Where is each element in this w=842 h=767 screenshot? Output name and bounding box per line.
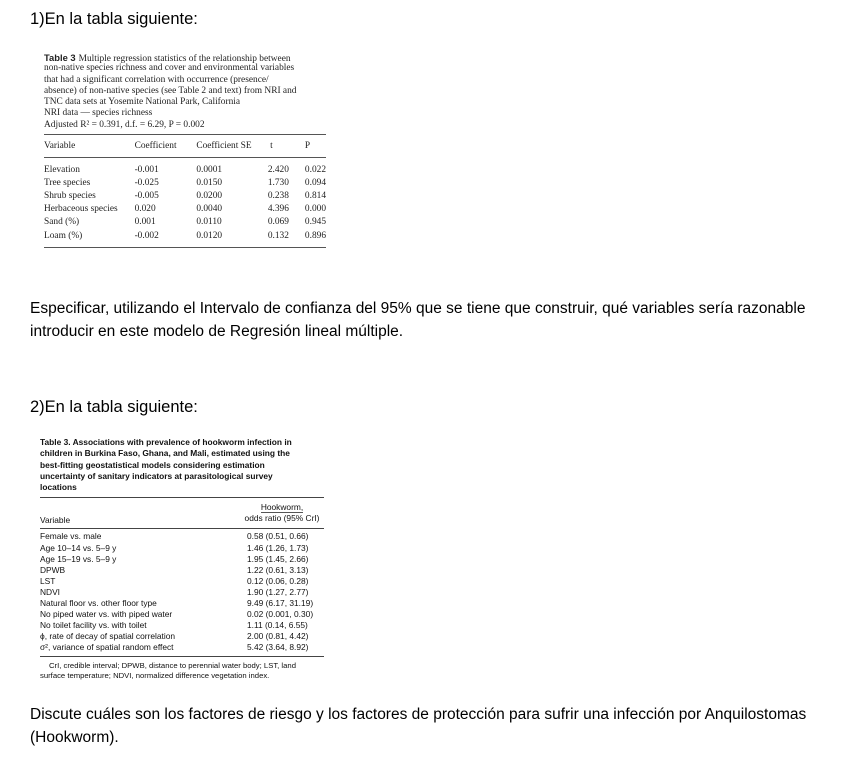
q1-table-label: Table 3: [44, 52, 76, 63]
table-cell: 1.46 (1.26, 1.73): [247, 542, 309, 553]
q2-header-hookworm: Hookworm,: [260, 502, 304, 513]
table-cell: No piped water vs. with piped water: [40, 609, 173, 620]
table-row: [40, 543, 324, 554]
q1-header-coefficient: Coefficient: [134, 141, 177, 152]
table-cell: Shrub species: [44, 191, 96, 202]
q2-footnote-line: CrI, credible interval; DPWB, distance to perennial water body; LST, land: [49, 660, 296, 670]
table-cell: 9.49 (6.17, 31.19): [247, 598, 314, 609]
table-cell: 0.132: [267, 230, 289, 241]
table-row: [44, 203, 326, 216]
table-row: [40, 576, 324, 587]
table-cell: 1.730: [267, 178, 289, 189]
table-cell: 0.896: [304, 230, 326, 241]
q2-header-or-ci: odds ratio (95% CrI): [244, 513, 320, 524]
table-cell: No toilet facility vs. with toilet: [40, 620, 147, 631]
q1-header-coefficient-se: Coefficient SE: [196, 141, 252, 152]
q1-caption-line: that had a significant correlation with occurrence (presence/: [44, 74, 269, 85]
q2-footnote-line: surface temperature; NDVI, normalized difference vegetation index.: [40, 670, 270, 680]
q1-header-variable: Variable: [44, 141, 76, 152]
table-cell: Loam (%): [44, 230, 83, 241]
q2-header-odds-ratio: [240, 502, 324, 524]
q2-table-figure: [40, 437, 324, 681]
table-row: [40, 642, 324, 653]
q2-table-header: [40, 502, 324, 528]
table-cell: -0.005: [134, 191, 159, 202]
q1-header-t: t: [270, 141, 273, 152]
table-row: [40, 620, 324, 631]
table-row: [40, 609, 324, 620]
table-row: [40, 554, 324, 565]
table-cell: Tree species: [44, 178, 91, 189]
table-cell: 0.094: [304, 178, 326, 189]
table-cell: 0.02 (0.001, 0.30): [247, 609, 314, 620]
table-cell: 0.814: [304, 191, 326, 202]
q1-question: Especificar, utilizando el Intervalo de confianza del 95% que se tiene que construir, qué variables sería razonable introducir en este modelo de Regresión lineal múltiple.: [30, 300, 806, 340]
table-row: [40, 587, 324, 598]
q2-heading: 2)En la tabla siguiente:: [30, 398, 198, 416]
table-cell: 0.12 (0.06, 0.28): [247, 575, 309, 586]
q1-caption-line: NRI data — species richness: [44, 108, 153, 119]
table-cell: Age 15–19 vs. 5–9 y: [40, 553, 117, 564]
table-cell: Elevation: [44, 165, 80, 176]
table-cell: NDVI: [40, 586, 61, 597]
table-cell: Sand (%): [44, 217, 80, 228]
table-row: [44, 177, 326, 190]
q1-table-header-row: [44, 135, 326, 158]
table-cell: 0.0001: [196, 165, 223, 176]
q1-header-p: P: [304, 141, 311, 152]
table-row: [44, 216, 326, 229]
table-cell: 0.0040: [196, 204, 223, 215]
table-cell: 4.396: [267, 204, 289, 215]
table-cell: 0.001: [134, 217, 156, 228]
table-cell: 0.238: [267, 191, 289, 202]
table-row: [40, 631, 324, 642]
table-row: [44, 158, 326, 177]
q1-caption-line: absence) of non-native species (see Table 2 and text) from NRI and: [44, 85, 297, 96]
table-cell: 0.58 (0.51, 0.66): [247, 531, 309, 542]
q1-caption-line: Multiple regression statistics of the relationship between: [78, 54, 291, 64]
q1-regression-table: [44, 135, 326, 248]
table-cell: 2.00 (0.81, 4.42): [247, 631, 309, 642]
q2-table-rule: [40, 497, 324, 498]
q2-question: Discute cuáles son los factores de riesgo y los factores de protección para sufrir una infección por Anquilostomas (Hookworm).: [30, 706, 807, 746]
table-cell: Female vs. male: [40, 531, 102, 542]
q2-header-variable: Variable: [40, 515, 71, 526]
table-cell: -0.001: [134, 165, 159, 176]
table-cell: ϕ, rate of decay of spatial correlation: [40, 631, 176, 642]
table-cell: 0.022: [304, 165, 326, 176]
table-cell: 1.95 (1.45, 2.66): [247, 553, 309, 564]
table-cell: 0.000: [304, 204, 326, 215]
table-cell: LST: [40, 575, 56, 586]
table-cell: σ², variance of spatial random effect: [40, 642, 174, 653]
table-row: [40, 598, 324, 609]
table-cell: Age 10–14 vs. 5–9 y: [40, 542, 117, 553]
q1-table-caption: [44, 52, 326, 63]
table-cell: -0.002: [134, 230, 159, 241]
table-cell: 1.90 (1.27, 2.77): [247, 586, 309, 597]
q2-caption-line: children in Burkina Faso, Ghana, and Mali, estimated using the: [40, 448, 290, 459]
table-cell: 0.0110: [196, 217, 222, 228]
q2-caption-line: best-fitting geostatistical models considering estimation: [40, 459, 265, 470]
q2-caption-line: Table 3. Associations with prevalence of hookworm infection in: [40, 437, 292, 447]
table-cell: 1.22 (0.61, 3.13): [247, 564, 309, 575]
table-cell: DPWB: [40, 564, 66, 575]
table-cell: Natural floor vs. other floor type: [40, 598, 157, 609]
table-cell: 0.0200: [196, 191, 223, 202]
table-cell: 0.945: [304, 217, 326, 228]
table-row: [40, 531, 324, 542]
q1-caption-line: TNC data sets at Yosemite National Park, California: [44, 97, 241, 108]
q1-caption-line: Adjusted R² = 0.391, d.f. = 6.29, P = 0.002: [44, 119, 205, 130]
table-cell: 0.0120: [196, 230, 223, 241]
table-row: [40, 565, 324, 576]
q2-table-footnote: [40, 661, 324, 681]
table-row: [44, 190, 326, 203]
table-cell: 5.42 (3.64, 8.92): [247, 642, 309, 653]
q1-heading: 1)En la tabla siguiente:: [30, 10, 198, 28]
q1-caption-line: non-native species richness and cover and environmental variables: [44, 63, 295, 74]
table-cell: -0.025: [134, 178, 159, 189]
table-cell: Herbaceous species: [44, 204, 118, 215]
table-cell: 0.0150: [196, 178, 223, 189]
q1-table-figure: [44, 52, 326, 248]
table-cell: 2.420: [267, 165, 289, 176]
q2-caption-line: locations: [40, 482, 77, 493]
table-cell: 0.069: [267, 217, 289, 228]
table-row: [44, 230, 326, 248]
table-cell: 0.020: [134, 204, 156, 215]
table-cell: 1.11 (0.14, 6.55): [247, 620, 308, 631]
q2-caption-line: uncertainty of sanitary indicators at parasitological survey: [40, 470, 273, 481]
q2-table-rule: [40, 656, 324, 657]
q2-odds-ratio-table: [40, 529, 324, 655]
